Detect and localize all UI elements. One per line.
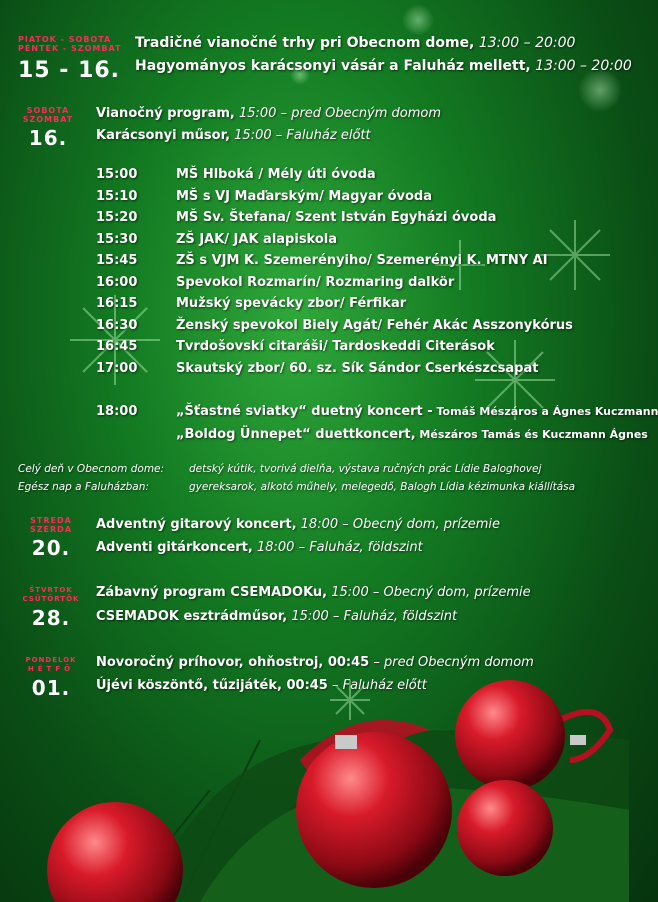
allday-label-hu: Egész nap a Faluházban: (18, 481, 149, 493)
day-label-hu: SZERDA (29, 525, 73, 534)
schedule-row (96, 167, 376, 182)
event-time: 13:00 – 20:00 (474, 35, 576, 51)
event-time: 18:00 – Faluház, földszint (252, 540, 423, 555)
schedule-time: 15:30 (96, 232, 138, 247)
day-label-hu: SZOMBAT (22, 115, 74, 124)
event-line-sk (135, 35, 575, 51)
schedule-row (96, 361, 538, 376)
schedule-text: Spevokol Rozmarín/ Rozmaring dalkör (176, 275, 455, 290)
schedule-row (96, 189, 432, 204)
day-label-sk: ŠTVRTOK (29, 586, 73, 594)
day-label-hu: HÉTFŐ (27, 665, 75, 673)
event-line-hu (96, 540, 423, 555)
event-time: 13:00 – 20:00 (530, 58, 632, 74)
schedule-text: MŠ Sv. Štefana/ Szent István Egyházi óvoda (176, 210, 497, 225)
date-label-3 (18, 516, 84, 534)
concert-time: 18:00 (96, 404, 138, 419)
schedule-text: MŠ s VJ Maďarským/ Magyar óvoda (176, 189, 433, 204)
schedule-row (96, 232, 337, 247)
allday-text-hu: gyereksarok, alkotó műhely, melegedő, Balogh Lídia kézimunka kiállítása (189, 481, 576, 493)
schedule-row (96, 275, 454, 290)
event-title: Vianočný program, (96, 106, 235, 121)
date-label-2 (18, 106, 78, 124)
event-line-hu (135, 58, 632, 74)
date-number-3: 20. (31, 536, 71, 560)
schedule-row (96, 318, 573, 333)
schedule-time: 17:00 (96, 361, 138, 376)
concert-performers: Tomáš Mészáros a Ágnes Kuczmann (432, 405, 658, 418)
schedule-text: Tvrdošovskí citaráši/ Tardoskeddi Citerások (176, 339, 495, 354)
date-number-1: 15 - 16. (18, 58, 121, 83)
event-line-hu (96, 128, 371, 143)
day-label-sk: PONDELOK (25, 656, 77, 664)
schedule-row (96, 253, 548, 268)
schedule-time: 15:45 (96, 253, 138, 268)
schedule-row (96, 210, 496, 225)
event-title: Hagyományos karácsonyi vásár a Faluház mellett, (135, 58, 531, 74)
date-number-2: 16. (28, 126, 68, 150)
schedule-time: 15:20 (96, 210, 138, 225)
event-time: 18:00 – Obecný dom, prízemie (296, 517, 501, 532)
event-time: 15:00 – pred Obecným domom (234, 106, 442, 121)
event-time: – pred Obecným domom (369, 655, 534, 670)
event-time: – Faluház előtt (327, 678, 427, 693)
schedule-text: MŠ Hlboká / Mély úti óvoda (176, 167, 376, 182)
schedule-time: 16:30 (96, 318, 138, 333)
concert-row-hu (176, 427, 648, 442)
day-label-sk: STREDA (30, 516, 72, 525)
schedule-time: 15:10 (96, 189, 138, 204)
schedule-text: Ženský spevokol Biely Agát/ Fehér Akác Asszonykórus (176, 318, 573, 333)
date-number-4: 28. (31, 606, 71, 630)
day-label-hu: CSÜTÖRTÖK (22, 595, 80, 603)
schedule-text: Mužský spevácky zbor/ Férfikar (176, 296, 407, 311)
event-line-sk (96, 517, 500, 532)
event-title: Novoročný príhovor, ohňostroj, 00:45 (96, 655, 370, 670)
event-title: Tradičné vianočné trhy pri Obecnom dome, (135, 35, 475, 51)
date-label-1 (18, 35, 122, 53)
event-title: Adventi gitárkoncert, (96, 540, 253, 555)
event-title: Karácsonyi műsor, (96, 128, 231, 143)
allday-text-sk: detský kútik, tvorivá dielňa, výstava ručných prác Lídie Baloghovej (189, 463, 542, 475)
allday-label-sk: Celý deň v Obecnom dome: (18, 463, 165, 475)
event-time: 15:00 – Obecný dom, prízemie (327, 585, 531, 600)
day-label-hu: PÉNTEK - SZOMBAT (18, 44, 122, 53)
schedule-text: ZŠ JAK/ JAK alapiskola (176, 232, 338, 247)
schedule-row (96, 296, 406, 311)
date-number-5: 01. (31, 676, 71, 700)
day-label-sk: SOBOTA (26, 106, 70, 115)
concert-title: „Šťastné sviatky“ duetný koncert - (176, 404, 433, 419)
event-line-sk (96, 585, 531, 600)
schedule-time: 15:00 (96, 167, 138, 182)
event-title: CSEMADOK esztrádműsor, (96, 609, 288, 624)
date-label-5 (18, 656, 84, 674)
event-line-hu (96, 609, 457, 624)
schedule-time: 16:45 (96, 339, 138, 354)
concert-performers: Mészáros Tamás és Kuczmann Ágnes (415, 428, 648, 441)
event-time: 15:00 – Faluház, földszint (287, 609, 458, 624)
event-line-sk (96, 655, 534, 670)
event-line-sk (96, 106, 441, 121)
schedule-row (96, 339, 495, 354)
schedule-time: 16:15 (96, 296, 138, 311)
event-time: 15:00 – Faluház előtt (230, 128, 371, 143)
schedule-time: 16:00 (96, 275, 138, 290)
concert-title: „Boldog Ünnepet“ duettkoncert, (176, 427, 416, 442)
schedule-text: Skautský zbor/ 60. sz. Sík Sándor Cserkészcsapat (176, 361, 539, 376)
event-line-hu (96, 678, 427, 693)
schedule-text: ZŠ s VJM K. Szemerényiho/ Szemerényi K. MTNY AI (176, 253, 548, 268)
event-title: Újévi köszöntő, tűzijáték, 00:45 (96, 678, 328, 693)
event-title: Zábavný program CSEMADOKu, (96, 585, 328, 600)
date-label-4 (18, 586, 84, 604)
day-label-sk: PIATOK - SOBOTA (18, 35, 112, 44)
concert-row-sk (96, 404, 658, 419)
event-title: Adventný gitarový koncert, (96, 517, 297, 532)
